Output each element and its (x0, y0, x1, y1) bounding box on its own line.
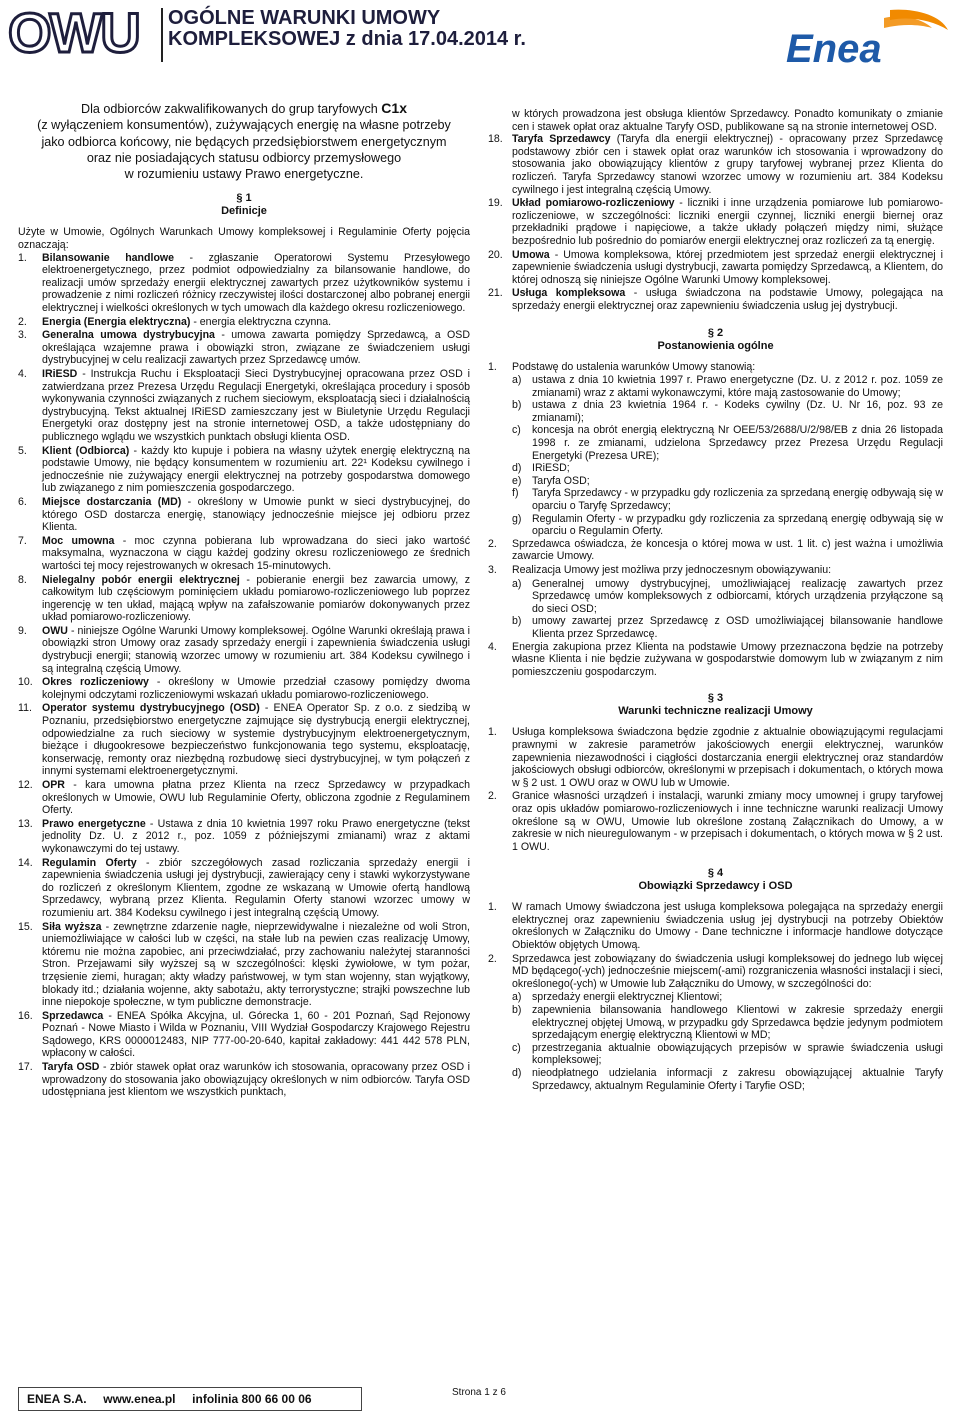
right-column (488, 108, 943, 1092)
list-item: 3. Realizacja Umowy jest możliwa przy jednoczesnym obowiązywaniu: (488, 564, 832, 576)
owu-logo (6, 6, 156, 58)
definition-item: 2. Energia (Energia elektryczna) - energia elektryczna czynna. (18, 315, 332, 328)
sub-item: c) przestrzegania aktualnie obowiązujących przepisów w sprawie świadczenia usługi kompleksowej; (512, 1041, 943, 1067)
sub-item: a) Generalnej umowy dystrybucyjnej, umożliwiającej realizację zawartych przez Sprzedawcę umów kompleksowych z odbiorcami, których urządzenia przyłączone są do sieci OSD; (512, 577, 943, 615)
title-line-2: KOMPLEKSOWEJ z dnia 17.04.2014 r. (168, 28, 526, 50)
definition-item: 17. Taryfa OSD - zbiór stawek opłat oraz warunków ich stosowania, opracowany przez OSD i wprowadzony do stosowania jako obowiązujący określonych w nim odbiorców. Taryfa OSD udostępniana jest klientom we wszystkich punktach, (18, 1061, 470, 1099)
definition-item: 8. Nielegalny pobór energii elektrycznej - pobieranie energii bez zawarcia umowy, z całkowitym lub częściowym pominięciem układu pomiarowo-rozliczeniowego lub poprzez ingerencję w ten układ, mającą wpływ na zafałszowanie pomiarów dokonywanych przez układ pomiarowo-rozliczeniowy. (18, 573, 470, 624)
list-item: 1. Podstawę do ustalenia warunków Umowy stanowią: (488, 360, 756, 373)
footer-website-link[interactable]: www.enea.pl (103, 1392, 176, 1406)
document-title (168, 8, 526, 50)
sub-item: e) Taryfa OSD; (512, 474, 590, 487)
sub-item: a) sprzedaży energii elektrycznej Klientowi; (512, 991, 723, 1004)
list-item: 1. W ramach Umowy świadczona jest usługa kompleksowa polegająca na sprzedaży energii elektrycznej oraz zapewnieniu świadczenia usług jej dystrybucji na potrzeby Obiektów określonych w Załączniku do Umowy - Dane techniczne i informacje handlowe dotyczące Obiektów objętych Umową. (488, 901, 943, 952)
definition-item: 14. Regulamin Oferty - zbiór szczegółowych zasad rozliczania sprzedaży energii i zapewnienia świadczenia usługi jej dystrybucji, zawierający ceny i stawki wykorzystywane do rozliczeń z określonym Klientem, zgodne ze wskazaną w Umowie ofertą handlową Sprzedawcy, wybraną przez Klienta. Regulamin Oferty stanowi wzorzec umowy w rozumieniu art. 384 Kodeksu cywilnego i jest integralną częścią Umowy. (18, 856, 470, 919)
title-line-1: OGÓLNE WARUNKI UMOWY (168, 7, 441, 29)
enea-swoosh-icon (884, 10, 948, 30)
definition-item: 1. Bilansowanie handlowe - zgłaszanie Operatorowi Systemu Przesyłowego elektroenergetycznego, przez podmiot odpowiedzialny za bilansowanie handlowe, do realizacji umów sprzedaży energii elektrycznej zawartych przez użytkowników systemu i prowadzenie z nimi rozliczeń różnicy rzeczywistej ilości dostarczonej albo pobranej energii elektrycznej i wielkości określonych w tych umowach dla każdego okresu rozliczeniowego. (18, 251, 470, 315)
definition-item: 10. Okres rozliczeniowy - określony w Umowie przedział czasowy pomiędzy dwoma kolejnymi odczytami rozliczeniowymi wskazań układu pomiarowo-rozliczeniowego. (18, 676, 470, 701)
list-item: 4. Energia zakupiona przez Klienta na podstawie Umowy przeznaczona będzie na potrzeby własne Klienta i nie będzie zużywana w gospodarstwie domowym lub w związanym z nim pomieszczeniu gospodarczym. (488, 640, 943, 678)
section-title: Definicje (221, 205, 267, 218)
page-header (0, 0, 960, 68)
tariff-group: C1x (381, 100, 407, 116)
definition-item: 4. IRiESD - Instrukcja Ruchu i Eksploatacji Sieci Dystrybucyjnej opracowana przez OSD i zatwierdzana przez Prezesa Urzędu Regulacji Energetyki, określająca procedury i sposób wykonywania czynności związanych z ruchem sieciowym, eksploatacją sieci i działalnością dystrybucyjną. Tekst aktualnej IRiESD zamieszczany jest w Biuletynie Urzędu Regulacji Energetyki oraz dostępny jest na stronie internetowej OSD, a także udostępniany do publicznego wglądu we wszystkich punktach obsługi klienta OSD. (18, 368, 470, 443)
definition-item: 19. Układ pomiarowo-rozliczeniowy - liczniki i inne urządzenia pomiarowe lub pomiarowo-rozliczeniowe, w szczególności: liczniki energii czynnej, liczniki energii biernej oraz przekładniki prądowe i napięciowe, a także układy połączeń między nimi, służące bezpośrednio lub pośrednio do pomiarów energii elektrycznej oraz rozliczeń za tą energię. (488, 197, 943, 247)
definition-item: 5. Klient (Odbiorca) - każdy kto kupuje i pobiera na własny użytek energię elektryczną na podstawie Umowy, nie będący konsumentem w rozumieniu art. 22¹ Kodeksu cywilnego i jednocześnie nie zużywający energii elektrycznej na potrzeby gospodarstwa domowego lub związanego z nim pomieszczenia gospodarczego. (18, 444, 470, 495)
definitions-lead: Użyte w Umowie, Ogólnych Warunkach Umowy kompleksowej i Regulaminie Oferty pojęcia oznaczają: (18, 226, 470, 252)
owu-logo-text: OWU (8, 6, 139, 58)
sub-item: f) Taryfa Sprzedawcy - w przypadku gdy rozliczenia za sprzedaną energię odbywają się w oparciu o Taryfę Sprzedawcy; (512, 487, 944, 513)
sublist (488, 991, 943, 1092)
definition-item: 21. Usługa kompleksowa - usługa świadczona na podstawie Umowy, polegająca na sprzedaży energii elektrycznej oraz zapewnieniu świadczenia usług jej dystrybucji. (488, 287, 943, 312)
page-number: Strona 1 z 6 (452, 1387, 506, 1398)
sub-item: c) koncesja na obrót energią elektryczną Nr OEE/53/2688/U/2/98/EB z dnia 26 listopada 1998 r. ze zmianami, udzielona Sprzedawcy przez Prezesa Urzędu Regulacji Energetyki (Prezesa URE); (512, 424, 943, 462)
left-column (18, 100, 470, 1100)
header-divider (161, 8, 163, 62)
intro-line-5: w rozumieniu ustawy Prawo energetyczne. (124, 167, 364, 182)
intro-line-3: jako odbiorca końcowy, nie będących przedsiębiorstwem energetycznym (41, 134, 447, 149)
definition-item: 11. Operator systemu dystrybucyjnego (OSD) - ENEA Operator Sp. z o.o. z siedzibą w Poznaniu, przedsiębiorstwo energetyczne zajmujące się dystrybucją energii elektrycznej, odpowiedzialne za ruch sieciowy w systemie dystrybucyjnym elektroenergetycznym, bieżące i długookresowe bezpieczeństwo funkcjonowania tego systemu, eksploatację, konserwację, remonty oraz niezbędną rozbudowę sieci dystrybucyjnej, w tym połączeń z innymi systemami elektroenergetycznymi. (18, 702, 470, 778)
definition-item: 18. Taryfa Sprzedawcy (Taryfa dla energii elektrycznej) - opracowany przez Sprzedawcę podstawowy zbiór cen i stawek opłat oraz warunków ich stosowania i wprowadzony do stosowania jako obowiązujący klientów z grupy taryfowej wybranej przez Klienta do rozliczeń. Taryfa Sprzedawcy stanowi wzorzec umowy w rozumieniu art. 384 Kodeksu cywilnego i jest integralną częścią Umowy. (488, 133, 943, 196)
sub-item: d) nieodpłatnego udzielania informacji z zakresu obowiązującej aktualnie Taryfy Sprzedawcy, aktualnym Regulaminie Oferty i Taryfie OSD; (512, 1067, 943, 1092)
intro-line-4: oraz nie posiadających statusu odbiorcy przemysłowego (86, 150, 402, 165)
section-symbol: § 1 (236, 192, 252, 205)
definition-17-continued: w których prowadzona jest obsługa klientów Sprzedawcy. Ponadto komunikaty o zmianie cen i stawek opłat oraz aktualne Taryfy OSD, publikowane są na stronie internetowej OSD. (512, 108, 943, 133)
sub-item: d) IRiESD; (512, 462, 570, 475)
section-4-heading (488, 867, 943, 893)
sub-item: b) zapewnienia bilansowania handlowego Klientowi w zakresie sprzedaży energii elektrycznej objętej Umową, w przypadku gdy Sprzedawca będzie jedynym podmiotem sprzedającym energię elektryczną Klientowi w MD; (512, 1004, 943, 1042)
definition-item: 9. OWU - niniejsze Ogólne Warunki Umowy kompleksowej. Ogólne Warunki określają prawa i obowiązki stron Umowy oraz zasady sprzedaży energii i zapewnienia świadczenia usługi dystrybucji energii; stanowią wzorzec umowy w rozumieniu art. 384 Kodeksu cywilnego i są integralną częścią Umowy. (18, 624, 470, 675)
enea-logo-text: Enea (786, 27, 882, 68)
definition-item: 13. Prawo energetyczne - Ustawa z dnia 10 kwietnia 1997 roku Prawo energetyczne (tekst jednolity Dz. U. z 2012 r., poz. 1059 z późniejszymi zmianami) wraz z aktami wykonawczymi do tej ustawy. (18, 817, 470, 855)
section-symbol: § 2 (707, 326, 724, 339)
definition-item: 20. Umowa - Umowa kompleksowa, której przedmiotem jest sprzedaż energii elektrycznej i zapewnienie świadczenia usługi dystrybucji, zawarta pomiędzy Sprzedawcą, a Klientem, do której odnoszą się niniejsze Ogólne Warunki Umowy kompleksowej. (488, 248, 943, 286)
section-symbol: § 3 (707, 692, 724, 705)
enea-logo (772, 6, 956, 68)
definition-item: 16. Sprzedawca - ENEA Spółka Akcyjna, ul. Górecka 1, 60 - 201 Poznań, Sąd Rejonowy Poznań - Nowe Miasto i Wilda w Poznaniu, VIII Wydział Gospodarczy Krajowego Rejestru Sądowego, KRS 0000012483, NIP 777-00-20-640, kapitał zakładowy: 441 442 578 PLN, wpłacony w całości. (18, 1009, 470, 1060)
footer-contact (27, 1392, 312, 1406)
intro-line-1: Dla odbiorców zakwalifikowanych do grup taryfowych (81, 102, 382, 116)
definitions-list (18, 252, 470, 1099)
definition-item: 7. Moc umowna - moc czynna pobierana lub wprowadzana do sieci jako wartość maksymalna, wyznaczona w ciągu każdej godziny okresu rozliczeniowego ze średnich wartości tej mocy rejestrowanych w okresach 15-minutowych. (18, 534, 470, 572)
footer-hotline: infolinia 800 66 00 06 (192, 1392, 312, 1406)
footer-contact-box (18, 1387, 362, 1411)
list-item: 2. Granice własności urządzeń i instalacji, warunki zmiany mocy umownej i grupy taryfowej oraz opis układów pomiarowo-rozliczeniowych i inne techniczne warunki realizacji Umowy określone są w OWU, Umowie lub określone zostaną Załącznikach do Umowy, a w zakresie w nich nieuregulowanym - w przepisach i dokumentach, o których mowa w § 2 ust. 1 OWU. (488, 790, 943, 853)
footer-company: ENEA S.A. (27, 1392, 87, 1406)
sub-item: a) ustawa z dnia 10 kwietnia 1997 r. Prawo energetyczne (Dz. U. z 2012 r. poz. 1059 ze zmianami) wraz z aktami wykonawczymi, które mają zastosowanie do Umowy; (512, 374, 943, 399)
section-symbol: § 4 (707, 867, 724, 880)
section-title: Obowiązki Sprzedawcy i OSD (638, 880, 793, 893)
section-1-heading (18, 192, 470, 218)
section-2-heading (488, 327, 943, 353)
definition-item: 15. Siła wyższa - zewnętrzne zdarzenie nagłe, nieprzewidywalne i niezależne od woli Stron, uniemożliwiające w całości lub w części, na stałe lub na pewien czas realizację Umowy, któremu nie można zapobiec, ani przeciwdziałać, przy zachowaniu należytej staranności Stron. Przejawami siły wyższej są w szczególności: klęski żywiołowe, w tym pożar, trzęsienie ziemi, huragan; akty władzy państwowej, w tym stan wojenny, stan wyjątkowy, blokady itd.; działania wojenne, akty sabotażu, akty terrorystyczne; strajki powszechne lub inne niepokoje społeczne, w tym publiczne demonstracje. (18, 920, 470, 1009)
definitions-list-continued (488, 133, 943, 312)
sublist (488, 374, 943, 538)
list-item: 2. Sprzedawca oświadcza, że koncesja o której mowa w ust. 1 lit. c) jest ważna i umożliwia zawarcie Umowy. (488, 537, 943, 563)
sub-item: g) Regulamin Oferty - w przypadku gdy rozliczenia za sprzedaną energię odbywają się w oparciu o Regulamin Oferty. (512, 512, 943, 538)
section-title: Warunki techniczne realizacji Umowy (618, 705, 813, 718)
list-item: 1. Usługa kompleksowa świadczona będzie zgodnie z aktualnie obowiązującymi regulacjami prawnymi w zakresie parametrów jakościowych energii elektrycznej, warunków zapewnienia niezawodności i ciągłości dostarczania energii elektrycznej oraz standardów jakościowych obsługi odbiorców, określonymi w przepisach i dokumentach, o których mowa w § 2 ust. 1 OWU oraz w OWU lub w Umowie. (488, 726, 943, 789)
definition-item: 6. Miejsce dostarczania (MD) - określony w Umowie punkt w sieci dystrybucyjnej, do którego OSD dostarcza energię, stanowiący jednocześnie miejsce jej odbioru przez Klienta. (18, 495, 470, 534)
section-3-heading (488, 692, 943, 718)
sub-item: b) ustawa z dnia 23 kwietnia 1964 r. - Kodeks cywilny (Dz. U. Nr 16, poz. 93 ze zmianami); (512, 399, 943, 424)
sublist (488, 578, 943, 641)
intro-line-2: (z wyłączeniem konsumentów), zużywających energię na własne potrzeby (37, 118, 451, 133)
section-title: Postanowienia ogólne (657, 339, 774, 352)
intro-block (18, 100, 470, 182)
definition-item: 12. OPR - kara umowna płatna przez Klienta na rzecz Sprzedawcy w przypadkach określonych w Umowie, OWU lub Regulaminie Oferty, obliczona zgodnie z Regulaminem Oferty. (18, 779, 470, 817)
list-item: 2. Sprzedawca jest zobowiązany do świadczenia usługi kompleksowej do jednego lub więcej MD będącego(-ych) jednocześnie miejscem(-ami) rozgraniczenia własności instalacji i sieci, określonego(-ych) w Umowie lub Załączniku do Umowy, w szczególności do: (488, 952, 943, 990)
definition-item: 3. Generalna umowa dystrybucyjna - umowa zawarta pomiędzy Sprzedawcą, a OSD określająca wzajemne prawa i obowiązki stron, związane ze świadczeniem usługi dystrybucyjnej w celu realizacji zawartych przez Sprzedawcę umów. (18, 329, 470, 367)
sub-item: b) umowy zawartej przez Sprzedawcę z OSD umożliwiającej bilansowanie handlowe Klienta przez Sprzedawcę. (512, 615, 943, 640)
